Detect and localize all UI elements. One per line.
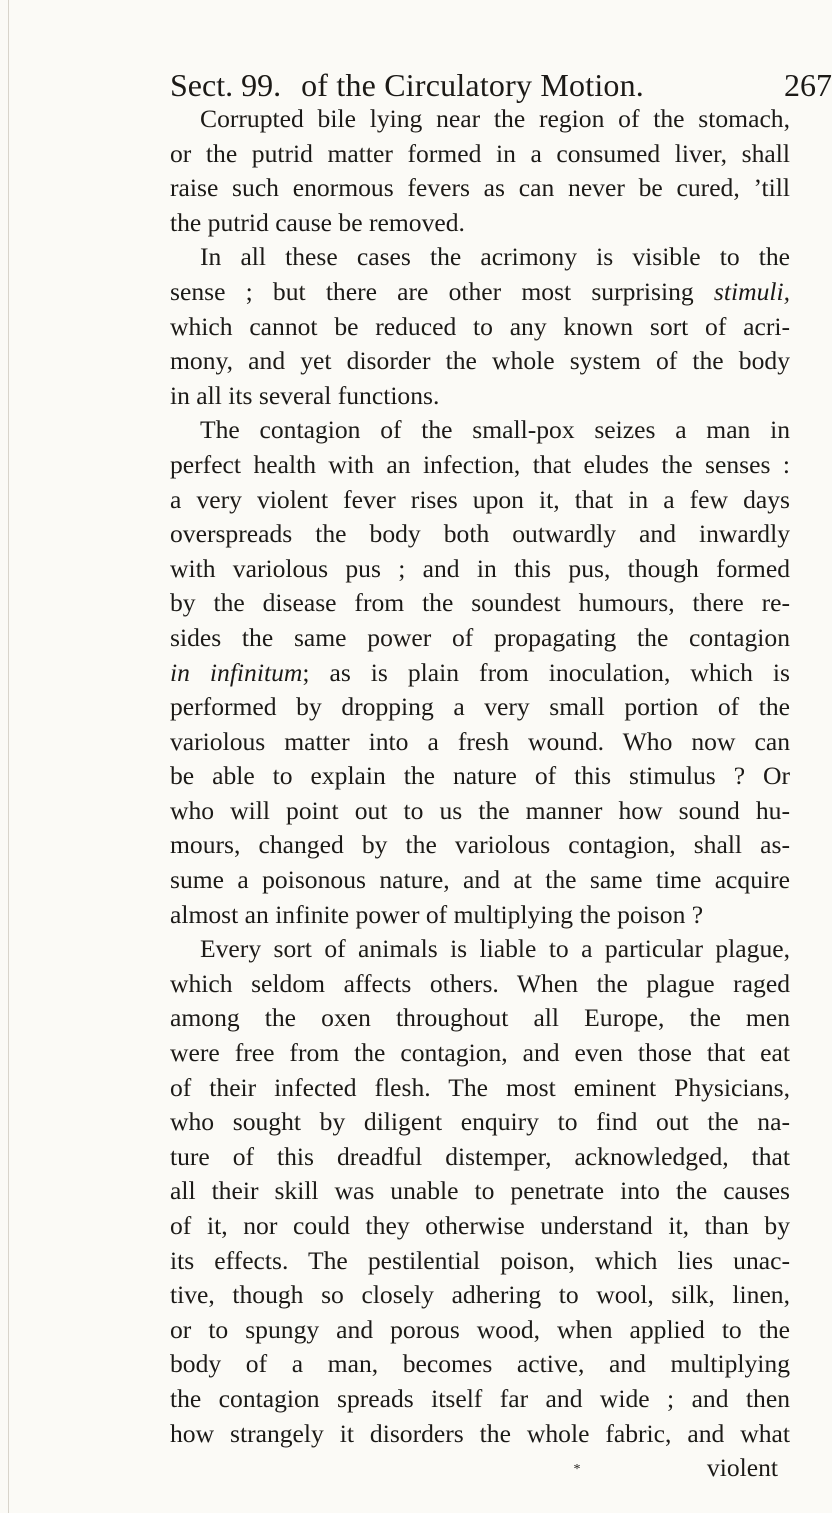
text-line [170, 759, 790, 794]
text-line [170, 1278, 790, 1313]
line-text: variolous matter into a fresh wound. Who now can [170, 726, 790, 756]
text-line [170, 1001, 790, 1036]
line-text: among the oxen throughout all Europe, the men [170, 1003, 790, 1033]
italic-phrase: stimuli, [713, 276, 790, 306]
text-line [170, 586, 790, 621]
line-text: sume a poisonous nature, and at the same time acquire [170, 865, 790, 895]
line-text: perfect health with an infection, that eludes the senses : [170, 449, 790, 479]
line-text: overspreads the body both outwardly and inwardly [170, 519, 790, 549]
line-text: mours, changed by the variolous contagion, shall as- [170, 830, 790, 860]
line-text: performed by dropping a very small portion of the [170, 692, 790, 722]
line-text: by the disease from the soundest humours, there re- [170, 588, 790, 618]
running-title: of the Circulatory Motion. [301, 67, 645, 103]
text-line [170, 206, 790, 241]
text-line [170, 310, 790, 345]
line-text: or to spungy and porous wood, when applied to the [170, 1314, 790, 1344]
text-line [170, 344, 790, 379]
section-number: Sect. 99. [170, 67, 282, 103]
text-line [170, 656, 790, 691]
line-text: ; as is plain from inoculation, which is [302, 657, 790, 687]
text-line [170, 552, 790, 587]
line-text: all their skill was unable to penetrate into the causes [170, 1176, 790, 1206]
line-text: in all its several functions. [170, 380, 440, 410]
text-line [170, 828, 790, 863]
text-line [170, 932, 790, 967]
line-text: which cannot be reduced to any known sort of acri- [170, 311, 790, 341]
text-line [170, 1347, 790, 1382]
text-line [170, 483, 790, 518]
line-text: who will point out to us the manner how sound hu- [170, 795, 790, 825]
text-line [170, 1036, 790, 1071]
line-text: a very violent fever rises upon it, that in a few days [170, 484, 790, 514]
line-text: be able to explain the nature of this stimulus ? Or [170, 761, 790, 791]
line-text: who sought by diligent enquiry to find out the na- [170, 1107, 790, 1137]
text-line [170, 794, 790, 829]
text-line [170, 448, 790, 483]
text-line [170, 621, 790, 656]
running-header [170, 65, 832, 105]
line-text: the contagion spreads itself far and wide ; and then [170, 1383, 790, 1413]
line-text: its effects. The pestilential poison, which lies unac- [170, 1245, 790, 1275]
text-line [170, 413, 790, 448]
catchword: violent [706, 1453, 778, 1483]
text-line [170, 517, 790, 552]
text-line [170, 1382, 790, 1417]
text-line [170, 137, 790, 172]
text-line [170, 1140, 790, 1175]
line-text: In all these cases the acrimony is visible to the [200, 242, 790, 272]
catchword-line [170, 1451, 790, 1487]
text-line [170, 1105, 790, 1140]
page-gutter-edge [8, 0, 9, 1513]
line-text: which seldom affects others. When the plague raged [170, 968, 790, 998]
line-text: Every sort of animals is liable to a particular plague, [200, 934, 790, 964]
page-number: 267 [784, 67, 832, 103]
line-text: raise such enormous fevers as can never be cured, ’till [170, 173, 790, 203]
line-text: ture of this dreadful distemper, acknowledged, that [170, 1141, 790, 1171]
line-text: or the putrid matter formed in a consumed liver, shall [170, 138, 790, 168]
text-line [170, 1209, 790, 1244]
line-text: body of a man, becomes active, and multiplying [170, 1349, 790, 1379]
signature-mark: * [573, 1461, 581, 1477]
text-line [170, 102, 790, 137]
text-line [170, 1174, 790, 1209]
text-line [170, 898, 790, 933]
text-line [170, 275, 790, 310]
text-line [170, 379, 790, 414]
line-text: almost an infinite power of multiplying the poison ? [170, 899, 704, 929]
text-line [170, 967, 790, 1002]
text-lines [170, 102, 790, 1451]
text-line [170, 690, 790, 725]
line-text: sense ; but there are other most surprising [170, 276, 714, 306]
body-text [170, 102, 790, 1488]
line-text: were free from the contagion, and even those that eat [170, 1038, 790, 1068]
text-line [170, 863, 790, 898]
line-text: Corrupted bile lying near the region of the stomach, [200, 104, 790, 133]
line-text: tive, though so closely adhering to wool, silk, linen, [170, 1280, 790, 1310]
italic-phrase: in infinitum [170, 657, 303, 687]
line-text: how strangely it disorders the whole fabric, and what [170, 1418, 790, 1448]
text-line [170, 171, 790, 206]
text-line [170, 1417, 790, 1452]
text-line [170, 240, 790, 275]
text-line [170, 1244, 790, 1279]
line-text: sides the same power of propagating the contagion [170, 622, 790, 652]
line-text: of their infected flesh. The most eminent Physicians, [170, 1072, 790, 1102]
text-line [170, 725, 790, 760]
line-text: mony, and yet disorder the whole system of the body [170, 346, 790, 376]
line-text: The contagion of the small-pox seizes a man in [200, 415, 790, 445]
text-line [170, 1313, 790, 1348]
line-text: with variolous pus ; and in this pus, though formed [170, 553, 790, 583]
line-text: the putrid cause be removed. [170, 207, 465, 237]
line-text: of it, nor could they otherwise understand it, than by [170, 1211, 790, 1240]
text-line [170, 1071, 790, 1106]
